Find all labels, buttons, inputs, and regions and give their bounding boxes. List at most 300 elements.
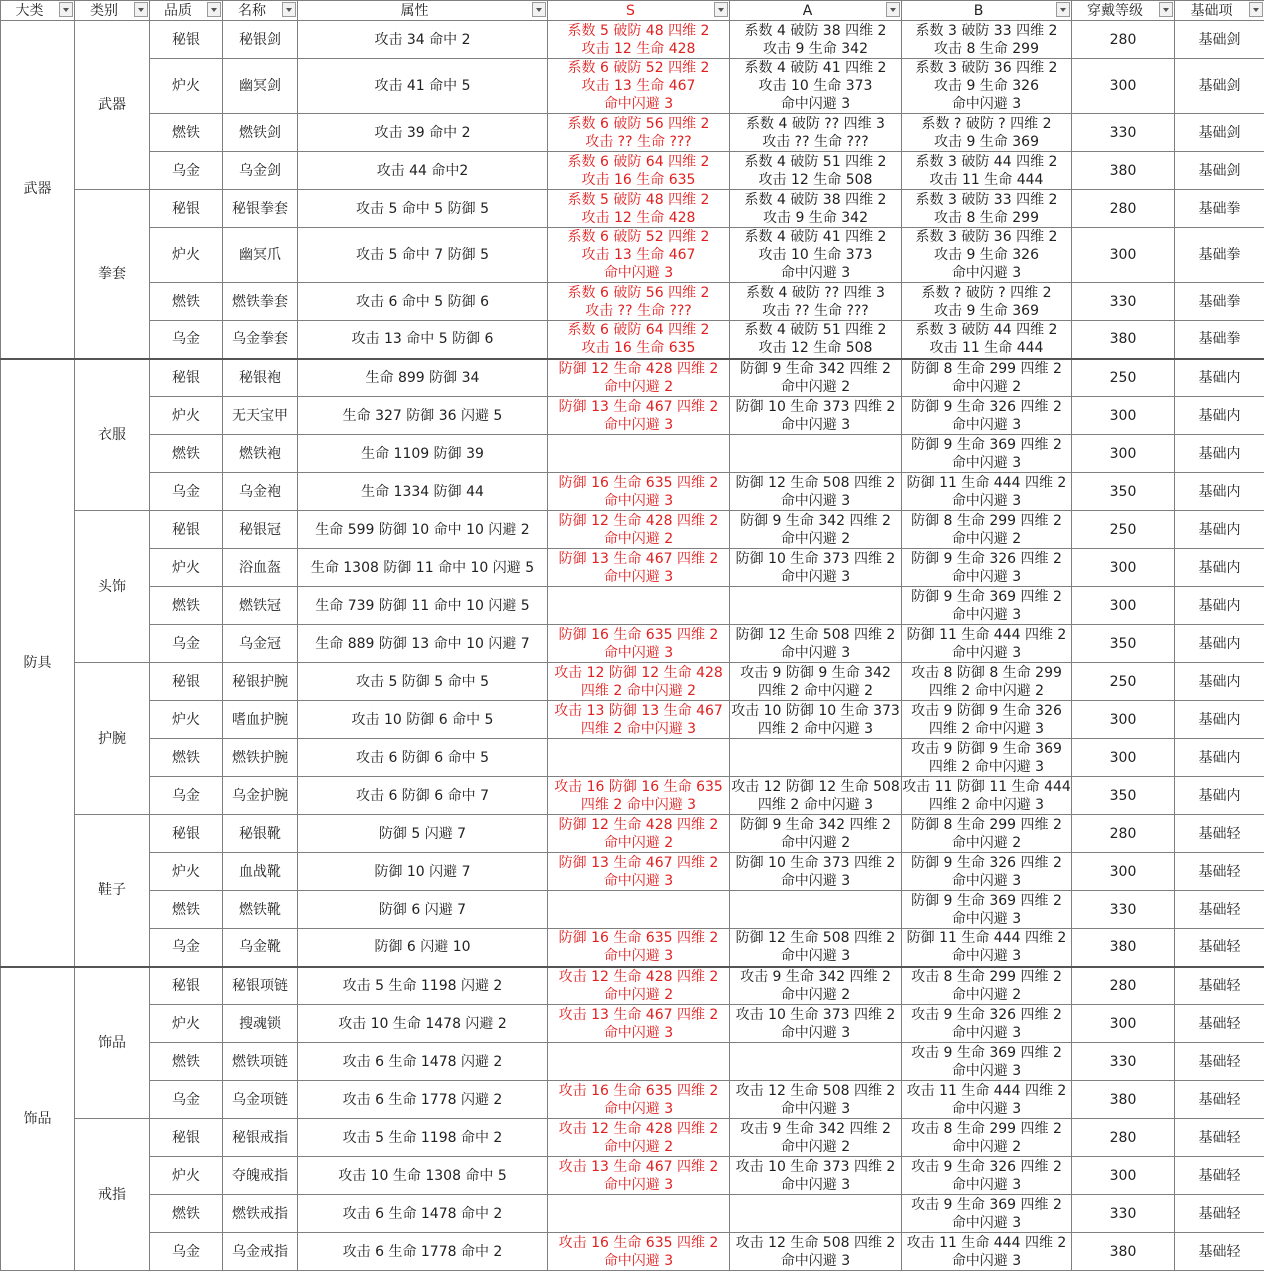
cell-wear-level[interactable]: 350 [1072, 777, 1175, 815]
cell-name[interactable]: 乌金戒指 [223, 1233, 298, 1271]
cell-attributes[interactable]: 攻击 44 命中2 [298, 152, 548, 190]
cell-attributes[interactable]: 生命 1109 防御 39 [298, 435, 548, 473]
cell-attributes[interactable]: 攻击 5 命中 5 防御 5 [298, 190, 548, 228]
cell-base[interactable]: 基础剑 [1175, 59, 1264, 114]
cell-name[interactable]: 秘银剑 [223, 21, 298, 59]
filter-dropdown-icon[interactable] [207, 2, 221, 17]
table-row [1, 549, 1264, 587]
cell-name[interactable]: 秘银项链 [223, 967, 298, 1005]
cell-grade-s[interactable] [548, 1119, 730, 1157]
cell-grade-b[interactable] [902, 397, 1072, 435]
cell-attributes[interactable]: 攻击 6 防御 6 命中 5 [298, 739, 548, 777]
cell-grade-a[interactable] [730, 853, 902, 891]
cell-grade-a[interactable] [730, 511, 902, 549]
cell-line: 命中闪避 2 [603, 530, 674, 547]
cell-grade-a[interactable] [730, 663, 902, 701]
cell-grade-s[interactable] [548, 663, 730, 701]
cell-grade-a[interactable] [730, 283, 902, 321]
cell-attributes[interactable]: 攻击 10 防御 6 命中 5 [298, 701, 548, 739]
cell-grade-a[interactable] [730, 1119, 902, 1157]
cell-grade-s[interactable] [548, 701, 730, 739]
cell-name[interactable]: 无天宝甲 [223, 397, 298, 435]
cell-base[interactable]: 基础内 [1175, 511, 1264, 549]
cell-name[interactable]: 燃铁冠 [223, 587, 298, 625]
cell-grade-s[interactable] [548, 228, 730, 283]
cell-grade-s[interactable] [548, 435, 730, 473]
cell-grade-b[interactable] [902, 549, 1072, 587]
header-quality[interactable]: 品质 [150, 1, 223, 21]
cell-grade-s[interactable] [548, 625, 730, 663]
cell-name[interactable]: 搜魂锁 [223, 1005, 298, 1043]
cell-attributes[interactable]: 攻击 10 生命 1478 闪避 2 [298, 1005, 548, 1043]
cell-grade-a[interactable] [730, 625, 902, 663]
cell-base[interactable]: 基础内 [1175, 549, 1264, 587]
cell-grade-s[interactable] [548, 190, 730, 228]
cell-grade-b[interactable] [902, 815, 1072, 853]
cell-line: 系数 3 破防 33 四维 2 [915, 22, 1058, 39]
cell-grade-s[interactable] [548, 473, 730, 511]
cell-wear-level[interactable]: 300 [1072, 397, 1175, 435]
cell-attributes[interactable]: 生命 739 防御 11 命中 10 闪避 5 [298, 587, 548, 625]
cell-grade-s[interactable] [548, 359, 730, 397]
cell-grade-b[interactable] [902, 853, 1072, 891]
cell-line: 命中闪避 3 [603, 872, 674, 889]
cell-grade-a[interactable] [730, 967, 902, 1005]
cell-type[interactable]: 护腕 [75, 663, 150, 815]
cell-grade-b[interactable] [902, 739, 1072, 777]
cell-line: 四维 2 命中闪避 2 [928, 682, 1045, 699]
cell-wear-level[interactable]: 330 [1072, 891, 1175, 929]
cell-grade-s[interactable] [548, 1081, 730, 1119]
cell-name[interactable]: 乌金袍 [223, 473, 298, 511]
cell-quality[interactable]: 炉火 [150, 1157, 223, 1195]
cell-wear-level[interactable]: 300 [1072, 1157, 1175, 1195]
cell-quality[interactable]: 秘银 [150, 359, 223, 397]
cell-grade-b[interactable] [902, 321, 1072, 359]
cell-base[interactable]: 基础轻 [1175, 853, 1264, 891]
cell-attributes[interactable]: 攻击 6 生命 1778 命中 2 [298, 1233, 548, 1271]
cell-wear-level[interactable]: 300 [1072, 701, 1175, 739]
cell-line: 系数 6 破防 64 四维 2 [567, 322, 710, 339]
cell-line: 四维 2 命中闪避 3 [580, 796, 697, 813]
cell-base[interactable]: 基础轻 [1175, 967, 1264, 1005]
cell-quality[interactable]: 乌金 [150, 1233, 223, 1271]
cell-grade-s[interactable] [548, 114, 730, 152]
cell-base[interactable]: 基础轻 [1175, 815, 1264, 853]
cell-base[interactable]: 基础轻 [1175, 891, 1264, 929]
cell-grade-a[interactable] [730, 473, 902, 511]
cell-name[interactable]: 乌金剑 [223, 152, 298, 190]
cell-type[interactable]: 拳套 [75, 190, 150, 359]
cell-grade-b[interactable] [902, 283, 1072, 321]
cell-base[interactable]: 基础内 [1175, 739, 1264, 777]
cell-grade-a[interactable] [730, 190, 902, 228]
cell-quality[interactable]: 燃铁 [150, 283, 223, 321]
cell-attributes[interactable]: 生命 1334 防御 44 [298, 473, 548, 511]
cell-quality[interactable]: 燃铁 [150, 1043, 223, 1081]
cell-grade-b[interactable] [902, 1157, 1072, 1195]
cell-grade-a[interactable] [730, 929, 902, 967]
cell-wear-level[interactable]: 300 [1072, 853, 1175, 891]
cell-grade-s[interactable] [548, 929, 730, 967]
cell-grade-b[interactable] [902, 114, 1072, 152]
cell-grade-b[interactable] [902, 929, 1072, 967]
cell-base[interactable]: 基础内 [1175, 359, 1264, 397]
cell-grade-a[interactable] [730, 21, 902, 59]
cell-base[interactable]: 基础剑 [1175, 114, 1264, 152]
cell-grade-a[interactable] [730, 739, 902, 777]
header-a[interactable]: A [730, 1, 902, 21]
cell-grade-b[interactable] [902, 21, 1072, 59]
cell-name[interactable]: 秘银戒指 [223, 1119, 298, 1157]
cell-grade-s[interactable] [548, 739, 730, 777]
cell-attributes[interactable]: 攻击 6 命中 5 防御 6 [298, 283, 548, 321]
cell-grade-b[interactable] [902, 891, 1072, 929]
cell-attributes[interactable]: 生命 889 防御 13 命中 10 闪避 7 [298, 625, 548, 663]
cell-grade-b[interactable] [902, 777, 1072, 815]
cell-name[interactable]: 乌金拳套 [223, 321, 298, 359]
filter-dropdown-icon[interactable] [1159, 2, 1173, 17]
cell-attributes[interactable]: 攻击 41 命中 5 [298, 59, 548, 114]
cell-grade-b[interactable] [902, 59, 1072, 114]
cell-name[interactable]: 浴血盔 [223, 549, 298, 587]
header-name[interactable]: 名称 [223, 1, 298, 21]
cell-grade-a[interactable] [730, 891, 902, 929]
cell-base[interactable]: 基础轻 [1175, 1081, 1264, 1119]
cell-wear-level[interactable]: 280 [1072, 1119, 1175, 1157]
cell-wear-level[interactable]: 300 [1072, 228, 1175, 283]
cell-wear-level[interactable]: 380 [1072, 321, 1175, 359]
cell-attributes[interactable]: 攻击 34 命中 2 [298, 21, 548, 59]
cell-grade-a[interactable] [730, 1081, 902, 1119]
cell-grade-b[interactable] [902, 190, 1072, 228]
cell-grade-b[interactable] [902, 228, 1072, 283]
cell-wear-level[interactable]: 280 [1072, 967, 1175, 1005]
cell-grade-a[interactable] [730, 435, 902, 473]
cell-type[interactable]: 戒指 [75, 1119, 150, 1271]
cell-quality[interactable]: 炉火 [150, 549, 223, 587]
cell-grade-a[interactable] [730, 152, 902, 190]
cell-grade-b[interactable] [902, 587, 1072, 625]
cell-base[interactable]: 基础轻 [1175, 1119, 1264, 1157]
cell-grade-a[interactable] [730, 1157, 902, 1195]
cell-attributes[interactable]: 防御 6 闪避 10 [298, 929, 548, 967]
cell-name[interactable]: 燃铁拳套 [223, 283, 298, 321]
cell-grade-s[interactable] [548, 397, 730, 435]
cell-grade-a[interactable] [730, 587, 902, 625]
cell-base[interactable]: 基础拳 [1175, 190, 1264, 228]
cell-quality[interactable]: 燃铁 [150, 587, 223, 625]
cell-grade-a[interactable] [730, 114, 902, 152]
cell-wear-level[interactable]: 300 [1072, 549, 1175, 587]
cell-grade-b[interactable] [902, 1233, 1072, 1271]
cell-attributes[interactable]: 攻击 13 命中 5 防御 6 [298, 321, 548, 359]
cell-grade-s[interactable] [548, 853, 730, 891]
cell-name[interactable]: 燃铁戒指 [223, 1195, 298, 1233]
cell-base[interactable]: 基础内 [1175, 701, 1264, 739]
cell-wear-level[interactable]: 250 [1072, 663, 1175, 701]
cell-base[interactable]: 基础轻 [1175, 1005, 1264, 1043]
cell-name[interactable]: 燃铁靴 [223, 891, 298, 929]
cell-grade-s[interactable] [548, 1233, 730, 1271]
cell-grade-a[interactable] [730, 1005, 902, 1043]
cell-grade-s[interactable] [548, 587, 730, 625]
cell-base[interactable]: 基础内 [1175, 663, 1264, 701]
cell-quality[interactable]: 乌金 [150, 321, 223, 359]
cell-wear-level[interactable]: 350 [1072, 473, 1175, 511]
cell-base[interactable]: 基础剑 [1175, 152, 1264, 190]
cell-wear-level[interactable]: 330 [1072, 283, 1175, 321]
cell-grade-a[interactable] [730, 359, 902, 397]
cell-type[interactable]: 鞋子 [75, 815, 150, 967]
cell-base[interactable]: 基础内 [1175, 397, 1264, 435]
cell-quality[interactable]: 炉火 [150, 228, 223, 283]
cell-grade-b[interactable] [902, 473, 1072, 511]
cell-base[interactable]: 基础内 [1175, 777, 1264, 815]
cell-quality[interactable]: 乌金 [150, 625, 223, 663]
cell-wear-level[interactable]: 300 [1072, 739, 1175, 777]
cell-base[interactable]: 基础轻 [1175, 1233, 1264, 1271]
cell-wear-level[interactable]: 300 [1072, 1005, 1175, 1043]
cell-grade-b[interactable] [902, 152, 1072, 190]
cell-grade-s[interactable] [548, 511, 730, 549]
cell-wear-level[interactable]: 280 [1072, 190, 1175, 228]
cell-grade-b[interactable] [902, 1043, 1072, 1081]
cell-base[interactable]: 基础轻 [1175, 1043, 1264, 1081]
cell-quality[interactable]: 秘银 [150, 190, 223, 228]
filter-dropdown-icon[interactable] [1249, 2, 1263, 17]
cell-grade-b[interactable] [902, 967, 1072, 1005]
cell-wear-level[interactable]: 380 [1072, 1081, 1175, 1119]
cell-grade-b[interactable] [902, 1195, 1072, 1233]
cell-grade-s[interactable] [548, 777, 730, 815]
cell-base[interactable]: 基础拳 [1175, 228, 1264, 283]
cell-wear-level[interactable]: 330 [1072, 114, 1175, 152]
cell-base[interactable]: 基础内 [1175, 625, 1264, 663]
cell-quality[interactable]: 乌金 [150, 1081, 223, 1119]
cell-base[interactable]: 基础剑 [1175, 21, 1264, 59]
cell-grade-a[interactable] [730, 321, 902, 359]
cell-name[interactable]: 秘银护腕 [223, 663, 298, 701]
cell-wear-level[interactable]: 250 [1072, 359, 1175, 397]
cell-name[interactable]: 秘银靴 [223, 815, 298, 853]
cell-name[interactable]: 乌金冠 [223, 625, 298, 663]
cell-wear-level[interactable]: 300 [1072, 435, 1175, 473]
cell-line: 命中闪避 3 [780, 568, 851, 585]
cell-grade-b[interactable] [902, 701, 1072, 739]
cell-wear-level[interactable]: 300 [1072, 587, 1175, 625]
cell-quality[interactable]: 乌金 [150, 152, 223, 190]
cell-grade-a[interactable] [730, 701, 902, 739]
cell-grade-s[interactable] [548, 1043, 730, 1081]
cell-category[interactable]: 防具 [1, 359, 75, 967]
cell-wear-level[interactable]: 250 [1072, 511, 1175, 549]
cell-name[interactable]: 嗜血护腕 [223, 701, 298, 739]
cell-attributes[interactable]: 生命 1308 防御 11 命中 10 闪避 5 [298, 549, 548, 587]
cell-attributes[interactable]: 攻击 39 命中 2 [298, 114, 548, 152]
cell-quality[interactable]: 乌金 [150, 929, 223, 967]
cell-wear-level[interactable]: 300 [1072, 59, 1175, 114]
cell-grade-b[interactable] [902, 625, 1072, 663]
cell-type[interactable]: 饰品 [75, 967, 150, 1119]
cell-grade-b[interactable] [902, 511, 1072, 549]
cell-grade-b[interactable] [902, 359, 1072, 397]
cell-wear-level[interactable]: 330 [1072, 1043, 1175, 1081]
cell-quality[interactable]: 乌金 [150, 473, 223, 511]
cell-line: 系数 4 破防 ?? 四维 3 [746, 115, 885, 132]
cell-grade-s[interactable] [548, 967, 730, 1005]
cell-base[interactable]: 基础内 [1175, 587, 1264, 625]
cell-type[interactable]: 头饰 [75, 511, 150, 663]
cell-quality[interactable]: 炉火 [150, 397, 223, 435]
cell-attributes[interactable]: 防御 10 闪避 7 [298, 853, 548, 891]
cell-quality[interactable]: 燃铁 [150, 739, 223, 777]
cell-quality[interactable]: 秘银 [150, 967, 223, 1005]
cell-grade-s[interactable] [548, 59, 730, 114]
cell-grade-a[interactable] [730, 59, 902, 114]
cell-grade-s[interactable] [548, 815, 730, 853]
cell-grade-a[interactable] [730, 777, 902, 815]
cell-grade-a[interactable] [730, 397, 902, 435]
cell-wear-level[interactable]: 330 [1072, 1195, 1175, 1233]
cell-grade-a[interactable] [730, 1233, 902, 1271]
cell-wear-level[interactable]: 280 [1072, 815, 1175, 853]
header-s[interactable]: S [548, 1, 730, 21]
cell-attributes[interactable]: 攻击 5 命中 7 防御 5 [298, 228, 548, 283]
cell-line: 攻击 ?? 生命 ??? [762, 133, 869, 150]
cell-grade-s[interactable] [548, 152, 730, 190]
cell-attributes[interactable]: 生命 599 防御 10 命中 10 闪避 2 [298, 511, 548, 549]
cell-base[interactable]: 基础轻 [1175, 1195, 1264, 1233]
header-base[interactable]: 基础项 [1175, 1, 1264, 21]
cell-attributes[interactable]: 攻击 6 生命 1778 闪避 2 [298, 1081, 548, 1119]
cell-category[interactable]: 武器 [1, 21, 75, 359]
cell-grade-a[interactable] [730, 1195, 902, 1233]
cell-attributes[interactable]: 生命 327 防御 36 闪避 5 [298, 397, 548, 435]
cell-attributes[interactable]: 攻击 6 防御 6 命中 7 [298, 777, 548, 815]
cell-attributes[interactable]: 攻击 6 生命 1478 命中 2 [298, 1195, 548, 1233]
cell-wear-level[interactable]: 380 [1072, 1233, 1175, 1271]
cell-quality[interactable]: 秘银 [150, 511, 223, 549]
cell-grade-s[interactable] [548, 21, 730, 59]
cell-quality[interactable]: 炉火 [150, 853, 223, 891]
header-type[interactable]: 类别 [75, 1, 150, 21]
cell-attributes[interactable]: 攻击 10 生命 1308 命中 5 [298, 1157, 548, 1195]
header-category[interactable]: 大类 [1, 1, 75, 21]
cell-grade-a[interactable] [730, 228, 902, 283]
cell-grade-s[interactable] [548, 321, 730, 359]
cell-name[interactable]: 血战靴 [223, 853, 298, 891]
cell-grade-b[interactable] [902, 663, 1072, 701]
cell-grade-b[interactable] [902, 1005, 1072, 1043]
cell-quality[interactable]: 秘银 [150, 1119, 223, 1157]
cell-base[interactable]: 基础拳 [1175, 283, 1264, 321]
cell-name[interactable]: 燃铁剑 [223, 114, 298, 152]
cell-attributes[interactable]: 攻击 5 防御 5 命中 5 [298, 663, 548, 701]
header-attributes[interactable]: 属性 [298, 1, 548, 21]
filter-dropdown-icon[interactable] [59, 2, 73, 17]
cell-quality[interactable]: 燃铁 [150, 114, 223, 152]
cell-name[interactable]: 乌金项链 [223, 1081, 298, 1119]
cell-grade-a[interactable] [730, 549, 902, 587]
cell-attributes[interactable]: 生命 899 防御 34 [298, 359, 548, 397]
header-wear-level[interactable]: 穿戴等级 [1072, 1, 1175, 21]
cell-attributes[interactable]: 攻击 5 生命 1198 闪避 2 [298, 967, 548, 1005]
cell-base[interactable]: 基础轻 [1175, 929, 1264, 967]
cell-name[interactable]: 燃铁袍 [223, 435, 298, 473]
cell-category[interactable]: 饰品 [1, 967, 75, 1271]
cell-attributes[interactable]: 攻击 5 生命 1198 命中 2 [298, 1119, 548, 1157]
filter-dropdown-icon[interactable] [282, 2, 296, 17]
cell-attributes[interactable]: 防御 6 闪避 7 [298, 891, 548, 929]
filter-dropdown-icon[interactable] [532, 2, 546, 17]
cell-wear-level[interactable]: 380 [1072, 929, 1175, 967]
cell-grade-s[interactable] [548, 1157, 730, 1195]
cell-grade-b[interactable] [902, 1119, 1072, 1157]
cell-quality[interactable]: 秘银 [150, 21, 223, 59]
cell-grade-s[interactable] [548, 283, 730, 321]
cell-line: 攻击 11 生命 444 [929, 340, 1044, 357]
cell-quality[interactable]: 燃铁 [150, 891, 223, 929]
cell-base[interactable]: 基础内 [1175, 435, 1264, 473]
cell-grade-s[interactable] [548, 1195, 730, 1233]
cell-line: 系数 3 破防 44 四维 2 [915, 153, 1058, 170]
cell-wear-level[interactable]: 350 [1072, 625, 1175, 663]
filter-dropdown-icon[interactable] [1056, 2, 1070, 17]
cell-name[interactable]: 燃铁项链 [223, 1043, 298, 1081]
cell-type[interactable]: 武器 [75, 21, 150, 190]
cell-quality[interactable]: 炉火 [150, 701, 223, 739]
filter-dropdown-icon[interactable] [886, 2, 900, 17]
cell-line: 攻击 9 生命 342 [763, 40, 868, 57]
cell-quality[interactable]: 炉火 [150, 1005, 223, 1043]
cell-quality[interactable]: 乌金 [150, 777, 223, 815]
cell-name[interactable]: 燃铁护腕 [223, 739, 298, 777]
filter-dropdown-icon[interactable] [134, 2, 148, 17]
cell-wear-level[interactable]: 380 [1072, 152, 1175, 190]
cell-base[interactable]: 基础轻 [1175, 1157, 1264, 1195]
cell-grade-b[interactable] [902, 435, 1072, 473]
cell-quality[interactable]: 炉火 [150, 59, 223, 114]
cell-name[interactable]: 秘银袍 [223, 359, 298, 397]
cell-quality[interactable]: 燃铁 [150, 435, 223, 473]
cell-grade-b[interactable] [902, 1081, 1072, 1119]
cell-grade-a[interactable] [730, 1043, 902, 1081]
cell-name[interactable]: 秘银冠 [223, 511, 298, 549]
cell-base[interactable]: 基础拳 [1175, 321, 1264, 359]
cell-name[interactable]: 乌金靴 [223, 929, 298, 967]
cell-quality[interactable]: 秘银 [150, 663, 223, 701]
cell-grade-s[interactable] [548, 1005, 730, 1043]
cell-quality[interactable]: 燃铁 [150, 1195, 223, 1233]
cell-base[interactable]: 基础内 [1175, 473, 1264, 511]
cell-grade-a[interactable] [730, 815, 902, 853]
cell-attributes[interactable]: 防御 5 闪避 7 [298, 815, 548, 853]
cell-name[interactable]: 幽冥剑 [223, 59, 298, 114]
cell-type[interactable]: 衣服 [75, 359, 150, 511]
header-b[interactable]: B [902, 1, 1072, 21]
cell-quality[interactable]: 秘银 [150, 815, 223, 853]
cell-grade-s[interactable] [548, 549, 730, 587]
cell-wear-level[interactable]: 280 [1072, 21, 1175, 59]
cell-name[interactable]: 秘银拳套 [223, 190, 298, 228]
filter-dropdown-icon[interactable] [714, 2, 728, 17]
cell-attributes[interactable]: 攻击 6 生命 1478 闪避 2 [298, 1043, 548, 1081]
cell-name[interactable]: 夺魄戒指 [223, 1157, 298, 1195]
cell-grade-s[interactable] [548, 891, 730, 929]
cell-name[interactable]: 乌金护腕 [223, 777, 298, 815]
cell-name[interactable]: 幽冥爪 [223, 228, 298, 283]
